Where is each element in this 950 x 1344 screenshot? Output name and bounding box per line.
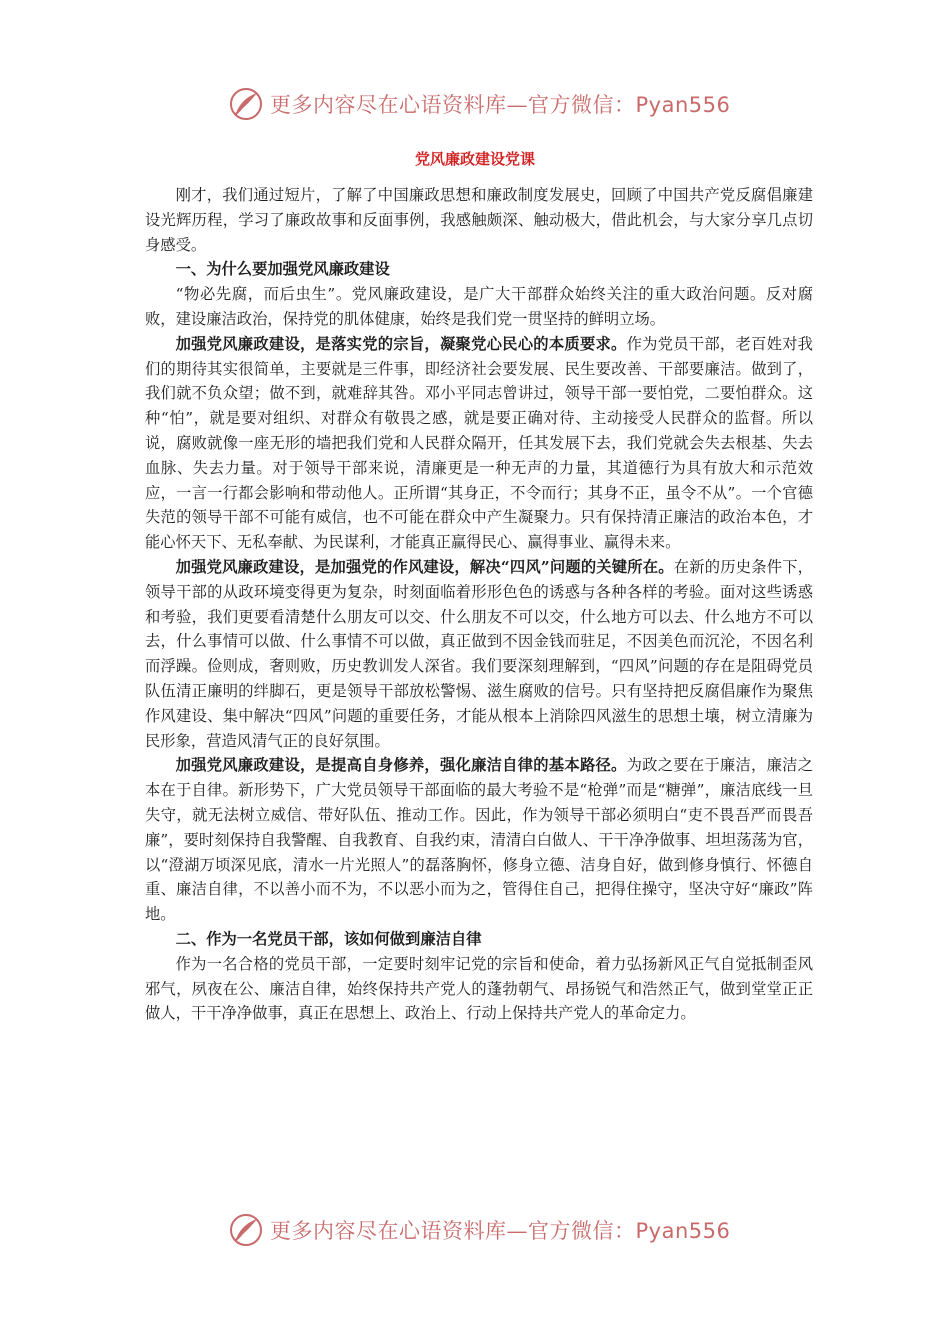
quill-logo-icon: [228, 86, 264, 122]
section-1-paragraph-4: [145, 753, 813, 927]
section-1-paragraph-1: “物必先腐，而后虫生”。党风廉政建设，是广大干部群众始终关注的重大政治问题。反对腐败，建设廉洁政治，保持党的肌体健康，始终是我们党一贯坚持的鲜明立场。: [145, 285, 813, 328]
paragraph-body: 作为党员干部，老百姓对我们的期待其实很简单，主要就是三件事，即经济社会要发展、民生要改善、干部要廉洁。做到了，我们就不负众望；做不到，就难辞其咎。邓小平同志曾讲过，领导干部一要怕党，二要怕群众。这种“怕”，就是要对组织、对群众有敬畏之感，就是要正确对待、主动接受人民群众的监督。所以说，腐败就像一座无形的墙把我们党和人民群众隔开，任其发展下去，我们党就会失去根基、失去血脉、失去力量。对于领导干部来说，清廉更是一种无声的力量，其道德行为具有放大和示范效应，一言一行都会影响和带动他人。正所谓“其身正，不令而行；其身不正，虽令不从”。一个官德失范的领导干部不可能有威信，也不可能在群众中产生凝聚力。只有保持清正廉洁的政治本色，才能心怀天下、无私奉献、为民谋利，才能真正赢得民心、赢得事业、赢得未来。: [145, 334, 813, 552]
section-1-paragraph-2: [145, 332, 813, 555]
intro-paragraph: 刚才，我们通过短片，了解了中国廉政思想和廉政制度发展史，回顾了中国共产党反腐倡廉建设光辉历程，学习了廉政故事和反面事例，我感触颇深、触动极大，借此机会，与大家分享几点切身感受。: [145, 186, 813, 254]
quill-logo-icon: [228, 1212, 264, 1248]
section-1-heading: 一、为什么要加强党风廉政建设: [175, 260, 390, 279]
section-2-heading: 二、作为一名党员干部，该如何做到廉洁自律: [175, 929, 482, 948]
banner-text: 更多内容尽在心语资料库—官方微信：Pyan556: [270, 1219, 731, 1243]
paragraph-lead: 加强党风廉政建设，是落实党的宗旨，凝聚党心民心的本质要求。: [175, 334, 627, 353]
header-banner: [228, 84, 748, 124]
paragraph-lead: 加强党风廉政建设，是提高自身修养，强化廉洁自律的基本路径。: [175, 756, 627, 775]
page-title: 党风廉政建设党课: [414, 150, 535, 168]
paragraph-lead: 加强党风廉政建设，是加强党的作风建设，解决“四风”问题的关键所在。: [175, 557, 674, 576]
document-body: [145, 183, 813, 1026]
paragraph-body: 在新的历史条件下，领导干部的从政环境变得更为复杂，时刻面临着形形色色的诱惑与各种各样的考验。面对这些诱惑和考验，我们更要看清楚什么朋友可以交、什么朋友不可以交，什么地方可以去、什么地方不可以去，什么事情可以做、什么事情不可以做，真正做到不因金钱而驻足，不因美色而沉沦，不因名利而浮躁。俭则成，奢则败，历史教训发人深省。我们要深刻理解到，“四风”问题的存在是阻碍党员队伍清正廉明的绊脚石，更是领导干部放松警惕、滋生腐败的信号。只有坚持把反腐倡廉作为聚焦作风建设、集中解决“四风”问题的重要任务，才能从根本上消除四风滋生的思想土壤，树立清廉为民形象，营造风清气正的良好氛围。: [145, 557, 813, 750]
footer-banner: [228, 1210, 748, 1250]
banner-text: 更多内容尽在心语资料库—官方微信：Pyan556: [270, 93, 731, 117]
section-1-paragraph-3: [145, 555, 813, 753]
section-2-paragraph-1: 作为一名合格的党员干部，一定要时刻牢记党的宗旨和使命，着力弘扬新风正气自觉抵制歪风邪气，夙夜在公、廉洁自律，始终保持共产党人的蓬勃朝气、昂扬锐气和浩然正气，做到堂堂正正做人，干干净净做事，真正在思想上、政治上、行动上保持共产党人的革命定力。: [145, 954, 813, 1023]
paragraph-body: 为政之要在于廉洁，廉洁之本在于自律。新形势下，广大党员领导干部面临的最大考验不是“枪弹”而是“糖弹”，廉洁底线一旦失守，就无法树立威信、带好队伍、推动工作。因此，作为领导干部必须明白“吏不畏吾严而畏吾廉”，要时刻保持自我警醒、自我教育、自我约束，清清白白做人、干干净净做事、坦坦荡荡为官，以“澄湖万顷深见底，清水一片光照人”的磊落胸怀，修身立德、洁身自好，做到修身慎行、怀德自重、廉洁自律，不以善小而不为，不以恶小而为之，管得住自己，把得住操守，坚决守好“廉政”阵地。: [145, 756, 813, 924]
